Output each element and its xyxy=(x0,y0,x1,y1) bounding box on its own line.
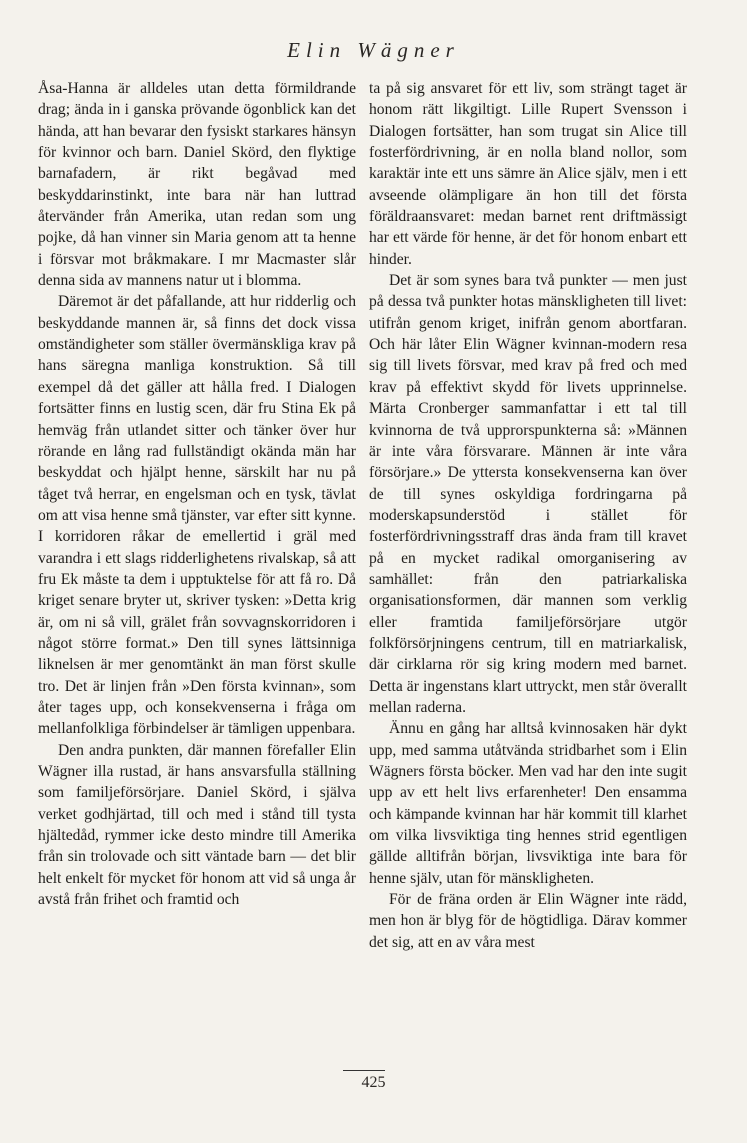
running-head: Elin Wägner xyxy=(287,38,460,62)
paragraph: Ännu en gång har alltså kvinnosaken här dykt upp, med samma utåtvända stridbarhet som i Elin Wägners första böcker. Men vad har den inte sugit upp av ett helt livs erfarenheter! Den ensamma och kämpande kvinnan har här kommit till klarhet om vilka livsviktiga ting hennes strid egentligen gällde alltifrån början, livsviktiga inte bara för henne själv, utan för mänskligheten. xyxy=(369,720,687,887)
paragraph: ta på sig ansvaret för ett liv, som strängt taget är honom rätt likgiltigt. Lille Rupert Svensson i Dialogen fortsätter, han som trugat sin Alice till fosterfördrivning, är en nolla bland nollor, som karaktär inte ett uns sämre än Alice själv, men i ett avseende olämpligare än hon till det första föräldraansvaret: medan barnet rent driftmässigt har ett värde för henne, är det för honom enbart ett hinder. xyxy=(369,80,687,268)
left-column xyxy=(38,78,356,910)
right-column xyxy=(369,78,687,953)
paragraph: Däremot är det påfallande, att hur ridderlig och beskyddande mannen är, så finns det dock vissa omständigheter som ställer övermänskliga krav på hans säregna manliga konstruktion. Så till exempel då det gäller att hålla fred. I Dialogen fortsätter finns en lustig scen, där fru Stina Ek på hemväg från utlandet sitter och tänker över hur rörande en lång rad fullständigt okända män har beskyddat och hjälpt henne, särskilt har nu på tåget två herrar, en engelsman och en tysk, tävlat om att visa henne små tjänster, var efter sitt kynne. I korridoren råkar de emellertid i gräl med varandra i ett slags ridderlighetens rivalskap, så att fru Ek måste ta dem i upptuktelse för att få ro. Då kriget senare bryter ut, skriver tysken: »Detta krig är, om ni så vill, grälet från sovvagnskorridoren i något större format.» Den till synes lättsinniga liknelsen är mer genomtänkt än man först skulle tro. Det är linjen från »Den första kvinnan», som åter tages upp, och konsekvenserna i fråga om mellanfolkliga förbindelser är tämligen uppenbara. xyxy=(38,293,356,738)
page-number: 425 xyxy=(361,1074,386,1091)
paragraph: För de fräna orden är Elin Wägner inte rädd, men hon är blyg för de högtidliga. Därav kommer det sig, att en av våra mest xyxy=(369,891,687,951)
paragraph: Det är som synes bara två punkter — men just på dessa två punkter hotas mänskligheten till livet: utifrån genom kriget, inifrån genom abortfaran. Och här låter Elin Wägner kvinnan-modern resa sig till livets försvar, med krav på fred och med krav på effektivt skydd för livets upprinnelse. Märta Cronberger sammanfattar i ett tal till kvinnorna de två upprorspunkterna så: »Männen är inte våra försvarare. Männen är inte våra försörjare.» De yttersta konsekvenserna kan över de till synes oskyldiga fordringarna på moderskapsunderstöd i stället för fosterfördrivningsstraff dras ända fram till kravet på en mycket radikal omorganisering av samhället: från den patriarkaliska organisationsformen, där mannen som verklig eller framtida familjeförsörjare utgör folkförsörjningens centrum, till en matriarkalisk, där cirklarna rör sig kring modern med barnet. Detta är ingenstans klart uttryckt, men står överallt mellan raderna. xyxy=(369,272,687,716)
paragraph: Åsa-Hanna är alldeles utan detta förmildrande drag; ända in i ganska prövande ögonblick kan det hända, att han bevarar den fysiskt starkares hänsyn för kvinnor och barn. Daniel Skörd, den flyktige barnafadern, är rikt begåvad med beskyddarinstinkt, inte bara när han luttrad återvänder från Amerika, utan redan som ung pojke, då han vinner sin Maria genom att ta henne i försvar mot bråkmakare. I mr Macmaster slår denna sida av mannens natur ut i blomma. xyxy=(38,80,356,290)
footer-rule xyxy=(343,1070,385,1071)
paragraph: Den andra punkten, där mannen förefaller Elin Wägner illa rustad, är hans ansvarsfulla ställning som familjeförsörjare. Daniel Skörd, i själva verket godhjärtad, till och med i stånd till tysta hjältedåd, rymmer icke desto mindre till Amerika från sin trolovade och sitt väntade barn — det blir helt enkelt för mycket för honom att vid så unga år avstå från frihet och framtid och xyxy=(38,741,356,909)
